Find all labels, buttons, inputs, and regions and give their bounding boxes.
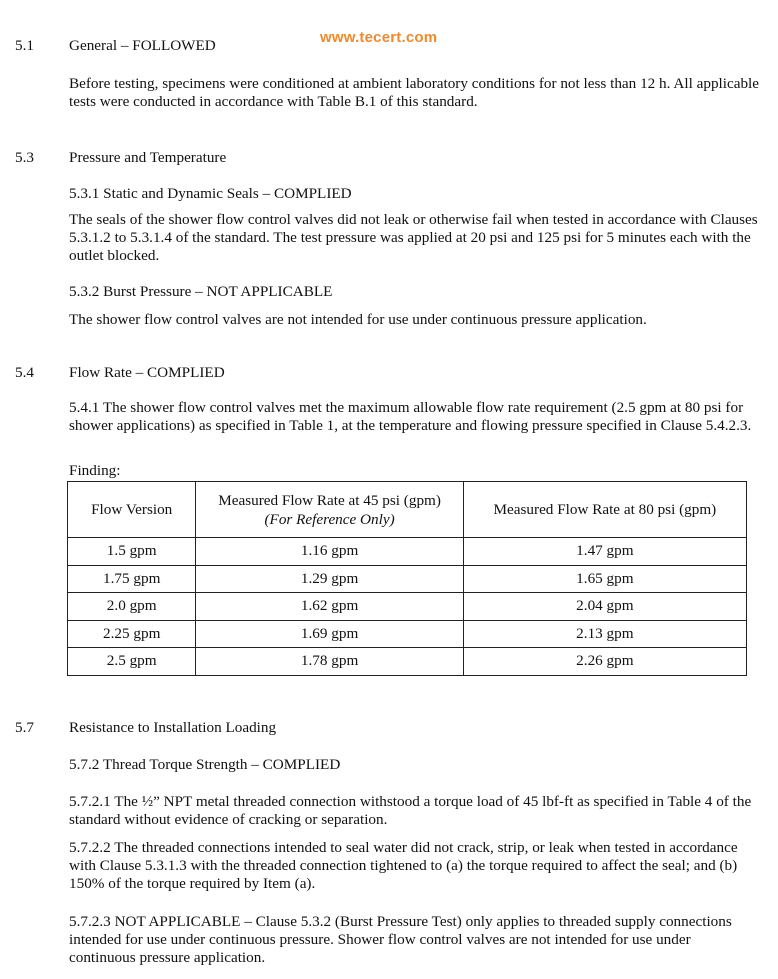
section-body: 5.4.1 The shower flow control valves met the maximum allowable flow rate requirement (2.5 gpm at 80 psi for shower applications) as specified in Table 1, at the temperature and flowing pressure specified in Clause 5.4.2.3. bbox=[69, 399, 752, 434]
header-measured-45-note: (For Reference Only) bbox=[264, 510, 395, 528]
section-title: Resistance to Installation Loading bbox=[69, 719, 277, 736]
section-number: 5.3 bbox=[15, 149, 34, 166]
section-number: 5.1 bbox=[15, 37, 34, 54]
cell-measured-80: 2.26 gpm bbox=[463, 648, 746, 676]
cell-measured-45: 1.62 gpm bbox=[196, 593, 463, 621]
subsection-body: The shower flow control valves are not intended for use under continuous pressure application. bbox=[69, 311, 647, 328]
cell-measured-80: 1.47 gpm bbox=[463, 538, 746, 566]
header-measured-45-label: Measured Flow Rate at 45 psi (gpm) bbox=[218, 491, 441, 509]
cell-flow-version: 1.75 gpm bbox=[68, 565, 196, 593]
watermark-logo: www.tecert.com bbox=[320, 29, 438, 46]
table-header-row bbox=[68, 482, 747, 538]
table-row bbox=[68, 593, 747, 621]
header-measured-45 bbox=[196, 482, 463, 538]
section-number: 5.7 bbox=[15, 719, 34, 736]
cell-flow-version: 2.0 gpm bbox=[68, 593, 196, 621]
header-flow-version: Flow Version bbox=[68, 482, 196, 538]
subsection-title: 5.7.2 Thread Torque Strength – COMPLIED bbox=[69, 756, 341, 773]
cell-measured-80: 1.65 gpm bbox=[463, 565, 746, 593]
cell-flow-version: 2.25 gpm bbox=[68, 620, 196, 648]
section-number: 5.4 bbox=[15, 364, 34, 381]
clause-paragraph: 5.7.2.1 The ½” NPT metal threaded connection withstood a torque load of 45 lbf-ft as specified in Table 4 of the standard without evidence of cracking or separation. bbox=[69, 793, 752, 828]
section-body: Before testing, specimens were conditioned at ambient laboratory conditions for not less than 12 h. All applicable tests were conducted in accordance with Table B.1 of this standard. bbox=[69, 75, 760, 110]
cell-flow-version: 2.5 gpm bbox=[68, 648, 196, 676]
subsection-body: The seals of the shower flow control valves did not leak or otherwise fail when tested in accordance with Clauses 5.3.1.2 to 5.3.1.4 of the standard. The test pressure was applied at 20 psi and 125 psi for 5 minutes each with the outlet blocked. bbox=[69, 211, 758, 264]
cell-measured-80: 2.13 gpm bbox=[463, 620, 746, 648]
table-row bbox=[68, 565, 747, 593]
section-title: Pressure and Temperature bbox=[69, 149, 227, 166]
table-row bbox=[68, 648, 747, 676]
flow-rate-table bbox=[67, 481, 747, 676]
section-title: Flow Rate – COMPLIED bbox=[69, 364, 225, 381]
table-row bbox=[68, 620, 747, 648]
section-title: General – FOLLOWED bbox=[69, 37, 216, 54]
cell-measured-45: 1.78 gpm bbox=[196, 648, 463, 676]
cell-measured-80: 2.04 gpm bbox=[463, 593, 746, 621]
clause-paragraph: 5.7.2.2 The threaded connections intended to seal water did not crack, strip, or leak when tested in accordance with Clause 5.3.1.3 with the threaded connection tightened to (a) the torque required to affect the seal; and (b) 150% of the torque required by Item (a). bbox=[69, 839, 738, 892]
cell-measured-45: 1.69 gpm bbox=[196, 620, 463, 648]
table-row bbox=[68, 538, 747, 566]
subsection-title: 5.3.1 Static and Dynamic Seals – COMPLIED bbox=[69, 185, 352, 202]
header-measured-80: Measured Flow Rate at 80 psi (gpm) bbox=[463, 482, 746, 538]
cell-measured-45: 1.16 gpm bbox=[196, 538, 463, 566]
cell-measured-45: 1.29 gpm bbox=[196, 565, 463, 593]
subsection-title: 5.3.2 Burst Pressure – NOT APPLICABLE bbox=[69, 283, 333, 300]
cell-flow-version: 1.5 gpm bbox=[68, 538, 196, 566]
finding-label: Finding: bbox=[69, 462, 121, 479]
clause-paragraph: 5.7.2.3 NOT APPLICABLE – Clause 5.3.2 (Burst Pressure Test) only applies to threaded supply connections intended for use under continuous pressure. Shower flow control valves are not intended for use under continuous pressure application. bbox=[69, 913, 732, 966]
